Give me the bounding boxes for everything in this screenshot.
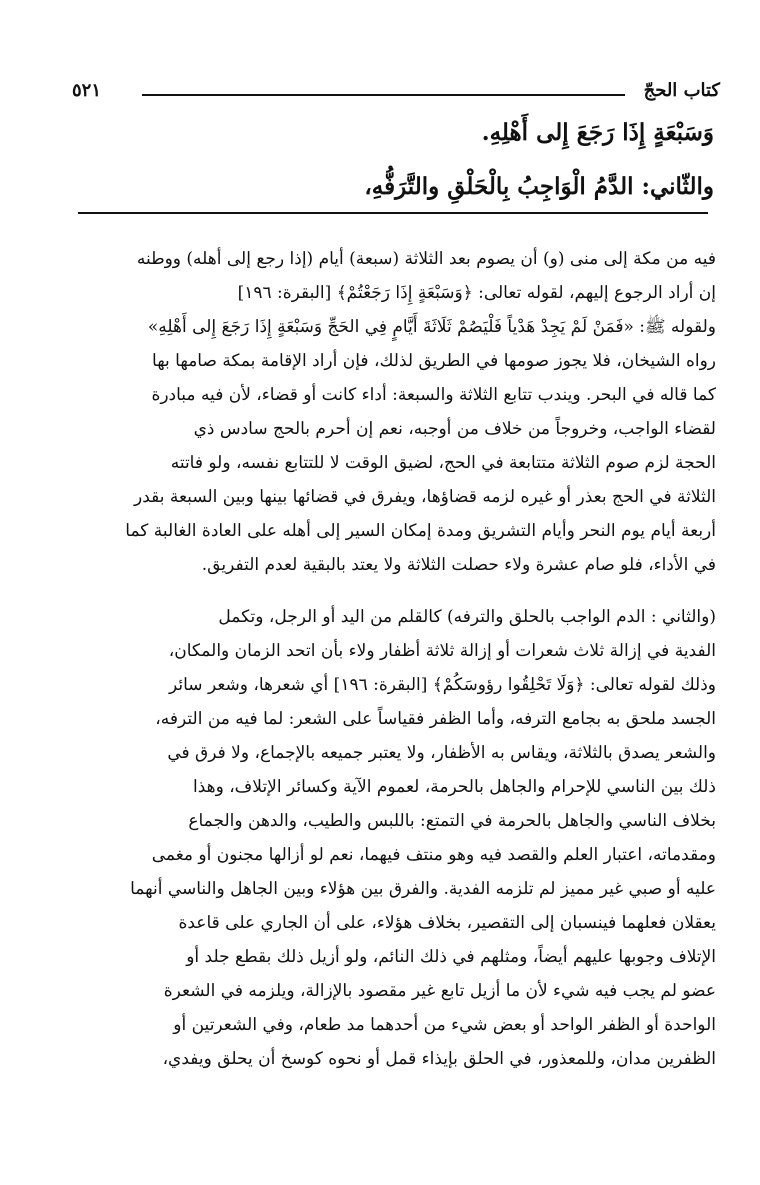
text-line: الإتلاف وجوبها عليهم أيضاً، ومثلهم في ذلك النائم، ولو أزيل ذلك بقطع جلد أو [186,947,716,967]
page-number: ٥٢١ [72,80,102,101]
text-line: عليه أو صبي غير مميز لم تلزمه الفدية. والفرق بين هؤلاء وبين الجاهل والناسي أنهما [130,879,716,899]
text-line: الثلاثة في الحج بعذر أو غيره لزمه قضاؤها، ويفرق في قضائها بينها وبين السبعة بقدر [134,487,716,507]
matn-text [90,106,714,214]
text-line: الحجة لزم صوم الثلاثة متتابعة في الحج، لضيق الوقت لا للتتابع نفسه، ولو فاتته [170,453,716,473]
text-line: بخلاف الناسي والجاهل بالحرمة في التمتع: باللبس والطيب، والدهن والجماع [188,811,716,831]
text-line: ولقوله ﷺ: «فَمَنْ لَمْ يَجِدْ هَدْياً فَلْيَصُمْ ثَلَاثَةَ أَيَّامٍ فِي الحَجِّ وَسَبْعَةٍ إِذَا رَجَعَ إِلى أَهْلِهِ» [147,317,716,337]
text-line: أربعة أيام يوم النحر وأيام التشريق ومدة إمكان السير إلى أهله على العادة الغالبة كما [125,521,716,541]
header-rule [142,94,625,96]
text-line: إن أراد الرجوع إليهم، لقوله تعالى: ﴿وَسَبْعَةٍ إِذَا رَجَعْتُمْ﴾ [البقرة: ١٩٦] [237,283,716,303]
text-line: عضو لم يجب فيه شيء لأن ما أزيل تابع غير مقصود بالإزالة، ويلزمه في الشعرة [163,981,716,1001]
matn-separator-rule [78,212,708,214]
text-line: يعقلان فعلهما فينسبان إلى التقصير، بخلاف هؤلاء، على أن الجاري على قاعدة [178,913,716,933]
text-line: (والثاني : الدم الواجب بالحلق والترفه) كالقلم من اليد أو الرجل، وتكمل [218,607,716,627]
commentary-paragraph-2 [44,600,716,1076]
text-line: كما قاله في البحر. ويندب تتابع الثلاثة والسبعة: أداء كانت أو قضاء، لأن فيه مبادرة [151,385,716,405]
text-line: في الأداء، فلو صام عشرة ولاء حصلت الثلاثة ولا يعتد بالبقية لعدم التفريق. [201,555,716,575]
matn-line-2: والثّاني: الدَّمُ الْوَاجِبُ بِالْحَلْقِ والتَّرَفُّهِ، [364,173,714,200]
text-line: فيه من مكة إلى منى (و) أن يصوم بعد الثلاثة (سبعة) أيام (إذا رجع إلى أهله) ووطنه [136,249,716,269]
matn-line-1: وَسَبْعَةٍ إِذَا رَجَعَ إِلى أَهْلِهِ. [481,119,714,146]
text-line: الفدية في إزالة ثلاث شعرات أو إزالة ثلاثة أظفار ولاء بأن اتحد الزمان والمكان، [168,641,716,661]
text-line: ذلك بين الناسي للإحرام والجاهل بالحرمة، لعموم الآية وكسائر الإتلاف، وهذا [192,777,716,797]
commentary-paragraph-1 [44,242,716,582]
text-line: رواه الشيخان، فلا يجوز صومها في الطريق لذلك، فإن أراد الإقامة بمكة صامها بها [152,351,716,371]
page-header [72,80,720,106]
text-line: الجسد ملحق به بجامع الترفه، وأما الظفر فقياساً على الشعر: لما فيه من الترفه، [155,709,716,729]
text-line: والشعر يصدق بالثلاثة، ويقاس به الأظفار، ولا يعتبر جميعه بالإجماع، ولا فرق في [167,743,716,763]
text-line: لقضاء الواجب، وخروجاً من خلاف من أوجبه، نعم إن أحرم بالحج سادس ذي [193,419,716,439]
running-title: كتاب الحجّ [643,80,720,101]
text-line: الظفرين مدان، وللمعذور، في الحلق بإيذاء قمل أو نحوه كوسخ أن يحلق ويفدي، [162,1049,716,1069]
text-line: وذلك لقوله تعالى: ﴿وَلَا تَحْلِقُوا رؤوسَكُمْ﴾ [البقرة: ١٩٦] أي شعرها، وشعر سائر [169,675,716,695]
text-line: ومقدماته، اعتبار العلم والقصد فيه وهو منتف فيهما، نعم لو أزالها مجنون أو مغمى [151,845,716,865]
text-line: الواحدة أو الظفر الواحد أو بعض شيء من أحدهما مد طعام، وفي الشعرتين أو [173,1015,716,1035]
